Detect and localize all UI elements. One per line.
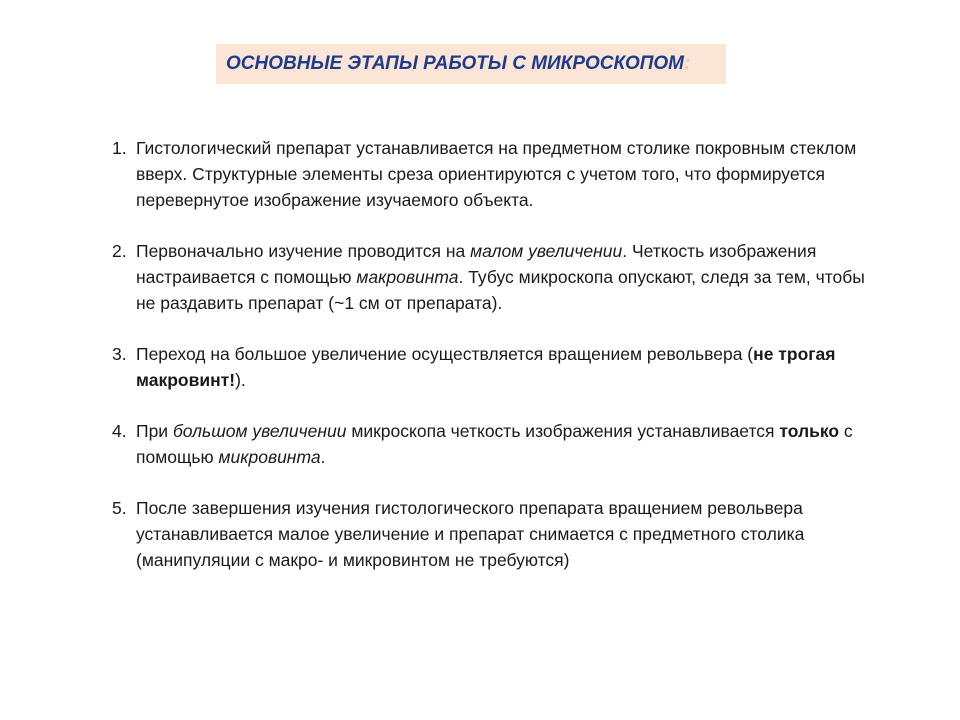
steps-list bbox=[112, 135, 872, 598]
step-text-part: микроскопа четкость изображения устанавливается bbox=[346, 421, 780, 441]
step-text-part: с помощью bbox=[136, 421, 853, 467]
step-text-part: . Четкость изображения настраивается с помощью bbox=[136, 241, 817, 287]
step-text-bold: только bbox=[779, 421, 840, 441]
step-text-part: . Тубус микроскопа опускают, следя за тем, чтобы не раздавить препарат (~1 см от препарата). bbox=[136, 267, 865, 313]
step-text-part: Переход на большое увеличение осуществляется вращением револьвера ( bbox=[136, 344, 754, 364]
step-text bbox=[136, 495, 872, 573]
step-text bbox=[136, 238, 872, 316]
step-text-part: Гистологический препарат устанавливается на предметном столике покровным стеклом вверх. Структурные элементы среза ориентируются с учетом того, что формируется перевернутое изображение изучаемого объекта. bbox=[136, 138, 857, 210]
step-text-part: При bbox=[136, 421, 173, 441]
step-item-4 bbox=[112, 418, 872, 470]
step-text bbox=[136, 341, 872, 393]
step-text-part: После завершения изучения гистологического препарата вращением револьвера устанавливается малое увеличение и препарат снимается с предметного столика (манипуляции с макро- и микровинтом не требуются) bbox=[136, 498, 805, 570]
step-text-emphasis: малом увеличении bbox=[470, 241, 623, 261]
slide-title bbox=[226, 53, 690, 75]
slide-title-colon: : bbox=[684, 53, 691, 74]
step-text-part: . bbox=[320, 447, 326, 467]
step-number: 1. bbox=[112, 138, 127, 158]
step-text-part: Первоначально изучение проводится на bbox=[136, 241, 471, 261]
step-text-emphasis: макровинта bbox=[356, 267, 459, 287]
step-number: 3. bbox=[112, 344, 127, 364]
step-text-part: ). bbox=[235, 370, 246, 390]
step-item-3 bbox=[112, 341, 872, 393]
step-number: 2. bbox=[112, 241, 127, 261]
step-item-5 bbox=[112, 495, 872, 573]
step-number: 4. bbox=[112, 421, 127, 441]
step-text bbox=[136, 135, 872, 213]
step-text bbox=[136, 418, 872, 470]
slide-title-text: ОСНОВНЫЕ ЭТАПЫ РАБОТЫ С МИКРОСКОПОМ bbox=[226, 53, 685, 74]
slide-title-box bbox=[216, 44, 726, 84]
step-number: 5. bbox=[112, 498, 127, 518]
step-text-bold: не трогая макровинт! bbox=[136, 344, 836, 390]
step-item-2 bbox=[112, 238, 872, 316]
step-item-1 bbox=[112, 135, 872, 213]
step-text-emphasis: большом увеличении bbox=[172, 421, 347, 441]
step-text-emphasis: микровинта bbox=[218, 447, 321, 467]
